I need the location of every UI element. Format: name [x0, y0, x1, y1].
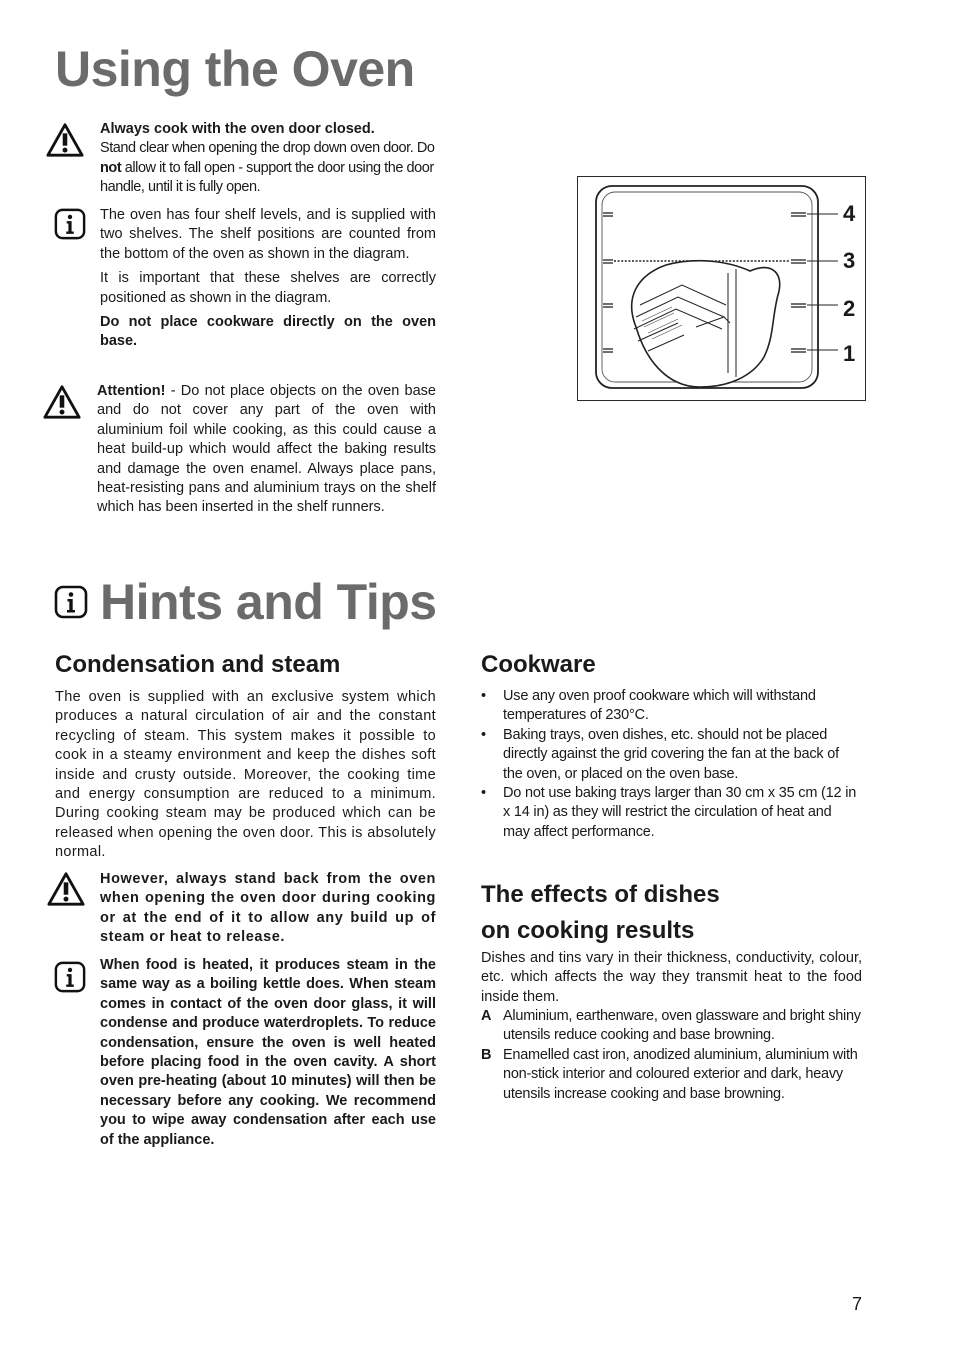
- warning-icon: [47, 870, 85, 908]
- info-icon: [54, 208, 86, 240]
- effects-intro: Dishes and tins vary in their thickness, conductivity, colour, etc. which affects the way they transmit heat to the food inside them.: [481, 950, 862, 1005]
- cookware-item: • Baking trays, oven dishes, etc. should not be placed directly against the grid covering the fan at the back of the oven, or placed on the oven base.: [481, 726, 862, 784]
- shelf-level-label: 2: [843, 296, 856, 321]
- section-title: Hints and Tips: [100, 574, 437, 630]
- shelf-level-label: 4: [843, 201, 856, 226]
- effects-heading-line2: on cooking results: [481, 917, 695, 944]
- info-icon: [54, 585, 88, 619]
- shelf-position-diagram: [577, 176, 866, 401]
- warning-door-text-b: allow it to fall open - support the door using the door handle, until it is fully open.: [100, 159, 434, 196]
- page-number: 7: [852, 1294, 863, 1314]
- no-cookware-base-text: Do not place cookware directly on the oven base.: [100, 314, 436, 350]
- cookware-list: [481, 687, 862, 842]
- shelf-level-label: 3: [843, 248, 856, 273]
- warning-icon: [46, 121, 84, 159]
- effects-heading-line1: The effects of dishes: [481, 881, 720, 908]
- attention-notice: [97, 382, 436, 518]
- attention-label: Attention!: [97, 383, 166, 399]
- condensation-body: The oven is supplied with an exclusive system which produces a natural circulation of air and the constant recycling of steam. This system makes it possible to cook in a steamy environment and keep the dishes soft inside and crusty outside. Moreover, the cooking time and energy consumption are reduced to a minimum. During cooking steam may be produced which can be released when opening the oven door. This is absolutely normal.: [55, 689, 436, 861]
- warning-door-text-a: Stand clear when opening the drop down oven door. Do: [100, 140, 435, 157]
- effects-list: [481, 1007, 862, 1104]
- shelf-levels-text: The oven has four shelf levels, and is supplied with two shelves. The shelf positions are counted from the bottom of the oven as shown in the diagram.: [100, 207, 436, 262]
- warning-door-text: [100, 139, 436, 197]
- warning-door-heading: Always cook with the oven door closed.: [100, 121, 375, 137]
- effects-item: [481, 1007, 862, 1046]
- shelf-level-label: 1: [843, 341, 856, 366]
- cookware-item: • Do not use baking trays larger than 30 cm x 35 cm (12 in x 14 in) as they will restrict the circulation of heat and may affect performance.: [481, 784, 862, 842]
- shelf-position-text: It is important that these shelves are correctly positioned as shown in the diagram.: [100, 270, 436, 306]
- effects-item-text: Enamelled cast iron, anodized aluminium, aluminium with non-stick interior and coloured exterior and dark, heavy utensils increase cooking and base browning.: [503, 1046, 858, 1102]
- effects-item-text: Aluminium, earthenware, oven glassware and bright shiny utensils reduce cooking and base browning.: [503, 1008, 861, 1044]
- attention-text: - Do not place objects on the oven base and do not cover any part of the oven with aluminium foil while cooking, as this could cause a heat build-up which would affect the baking results and damage the oven enamel. Always place pans, heat-resisting pans and aluminium trays on the shelf which has been inserted in the shelf runners.: [97, 383, 436, 516]
- oven-diagram-illustration: [578, 177, 865, 400]
- page-title: Using the Oven: [55, 41, 415, 97]
- info-shelf-levels: [100, 206, 436, 352]
- cookware-item: • Use any oven proof cookware which will withstand temperatures of 230°C.: [481, 687, 862, 726]
- cookware-heading: Cookware: [481, 651, 596, 678]
- warning-door-text-bold: not: [100, 159, 122, 176]
- condensation-heading: Condensation and steam: [55, 651, 341, 678]
- warning-door-closed: [100, 120, 436, 198]
- effects-item-letter: B: [481, 1046, 492, 1063]
- effects-item-letter: A: [481, 1008, 492, 1024]
- effects-heading: [481, 877, 720, 949]
- condensation-info: When food is heated, it produces steam in the same way as a boiling kettle does. When steam comes in contact of the oven door glass, it will condense and produce waterdroplets. To reduce condensation, ensure the oven is well heated before placing food in the oven cavity. A short oven pre-heating (about 10 minutes) will then be necessary before any cooking. We recommend you to wipe away condensation after each use of the appliance.: [100, 957, 436, 1148]
- steam-warning: However, always stand back from the oven when opening the oven door during cooking or at the end of it to allow any build up of steam or heat to release.: [100, 871, 436, 946]
- warning-icon: [43, 383, 81, 421]
- info-icon: [54, 961, 86, 993]
- effects-item: [481, 1046, 862, 1104]
